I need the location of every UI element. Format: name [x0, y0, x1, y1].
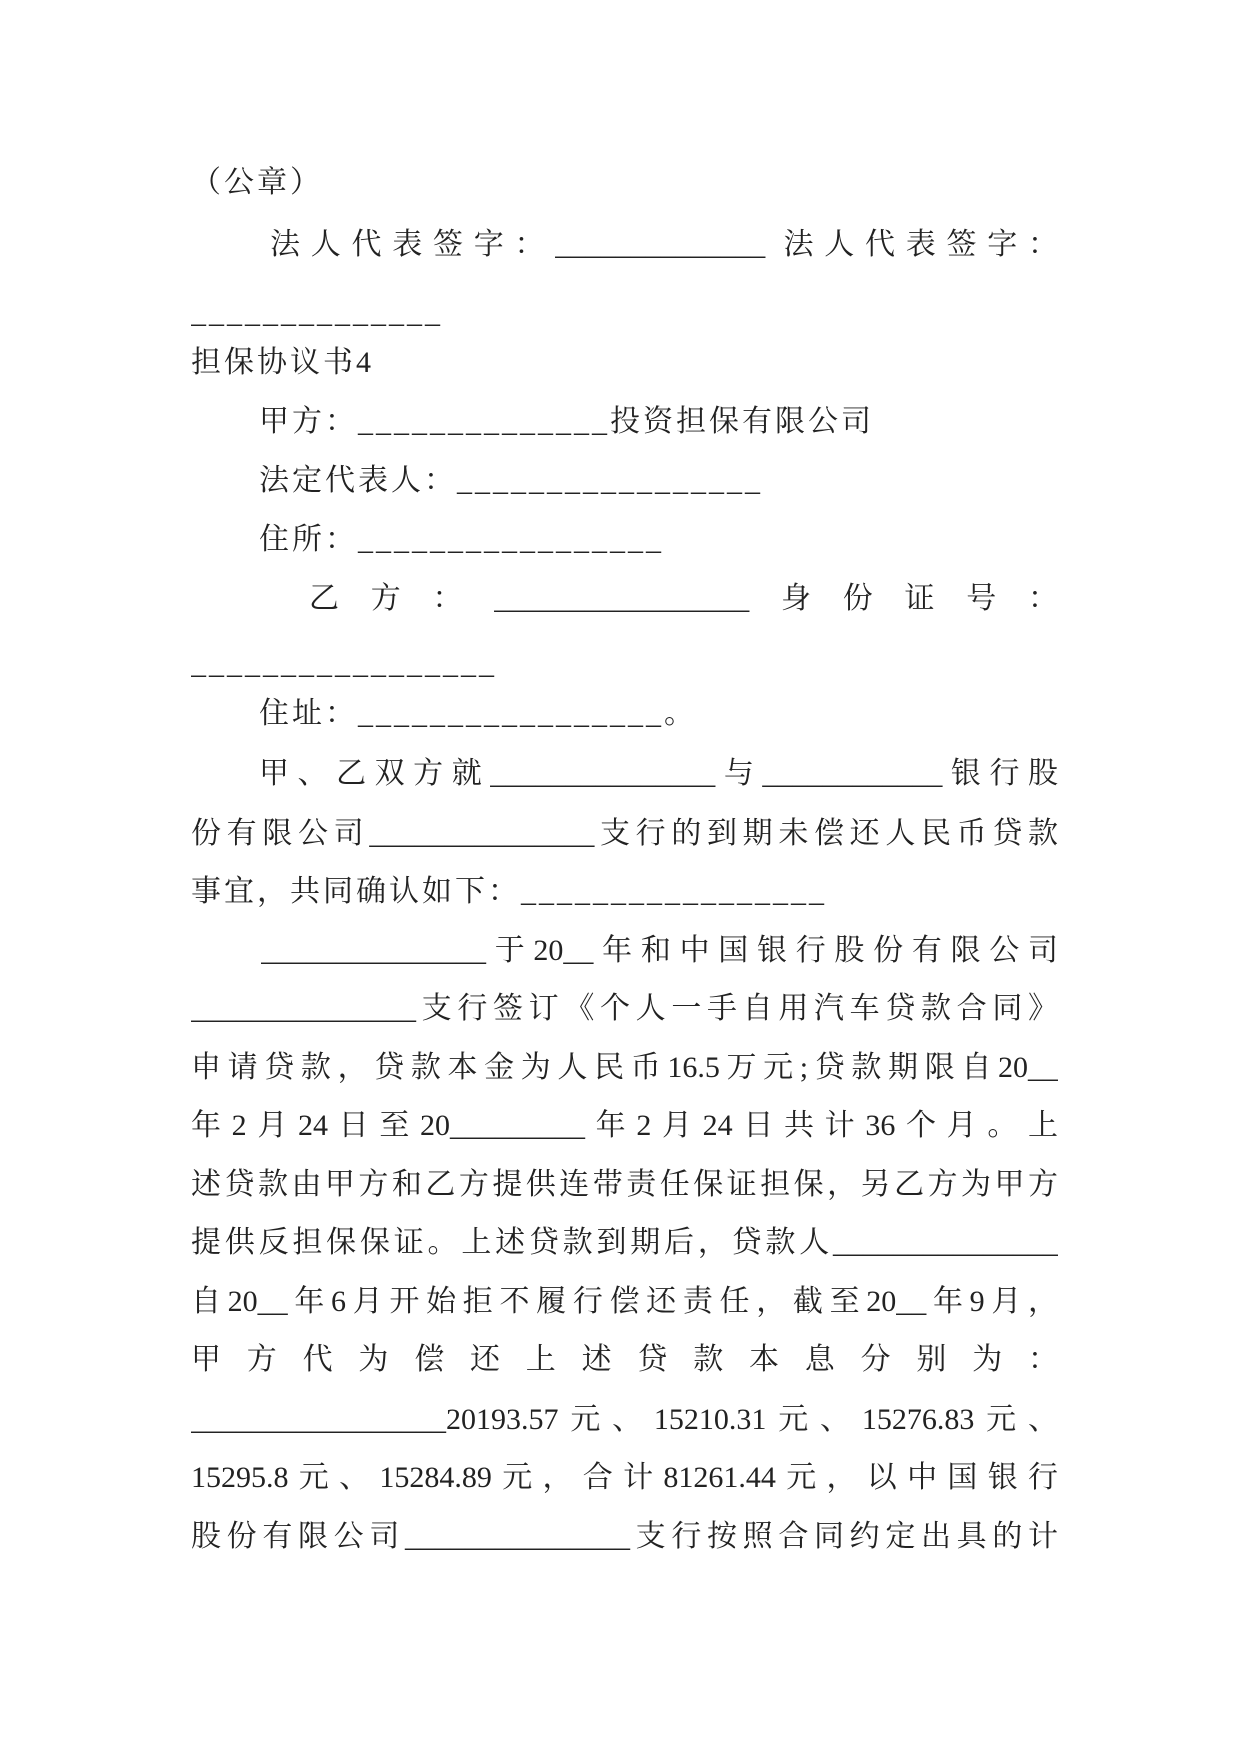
body-line: 提供反担保保证。上述贷款到期后，贷款人_______________ — [191, 1226, 1058, 1259]
party-b-name-line: 乙方：_________________身份证号： — [309, 582, 1058, 615]
body-line: 股份有限公司_______________支行按照合同约定出具的计 — [191, 1520, 1058, 1553]
body-line: _______________支行签订《个人一手自用汽车贷款合同》 — [191, 992, 1058, 1025]
body-line: _______________于20__年和中国银行股份有限公司 — [261, 934, 1058, 967]
signature-line-continuation: ______________ — [191, 296, 443, 329]
body-line: 申请贷款，贷款本金为人民币16.5万元;贷款期限自20__ — [191, 1051, 1058, 1084]
body-line: 年2月24日至20_________年2月24日共计36个月。上 — [191, 1109, 1058, 1142]
body-line: 自20__年6月开始拒不履行偿还责任，截至20__年9月， — [191, 1285, 1058, 1318]
body-line: 述贷款由甲方和乙方提供连带责任保证担保，另乙方为甲方 — [191, 1168, 1058, 1201]
party-a-residence-line: 住所：_________________ — [259, 523, 664, 556]
party-b-id-continuation: _________________ — [191, 647, 497, 680]
seal-label: （公章） — [191, 166, 323, 199]
body-line: 15295.8元、15284.89元，合计81261.44元，以中国银行 — [191, 1461, 1058, 1494]
party-a-name-line: 甲方：______________投资担保有限公司 — [259, 405, 874, 438]
body-line: 甲、乙双方就_______________与____________银行股 — [259, 757, 1058, 790]
party-a-representative-line: 法定代表人：_________________ — [259, 464, 763, 497]
body-line: 事宜，共同确认如下：_________________ — [191, 875, 827, 908]
party-b-address-line: 住址：_________________。 — [259, 697, 697, 730]
agreement-title: 担保协议书4 — [191, 346, 374, 379]
body-line: 甲方代为偿还上述贷款本息分别为： — [191, 1343, 1058, 1376]
signature-line: 法人代表签字：______________ 法人代表签字： — [270, 228, 1058, 261]
body-line: _________________20193.57元、15210.31元、15276.83元、 — [191, 1403, 1058, 1436]
body-line: 份有限公司_______________支行的到期未偿还人民币贷款 — [191, 817, 1058, 850]
